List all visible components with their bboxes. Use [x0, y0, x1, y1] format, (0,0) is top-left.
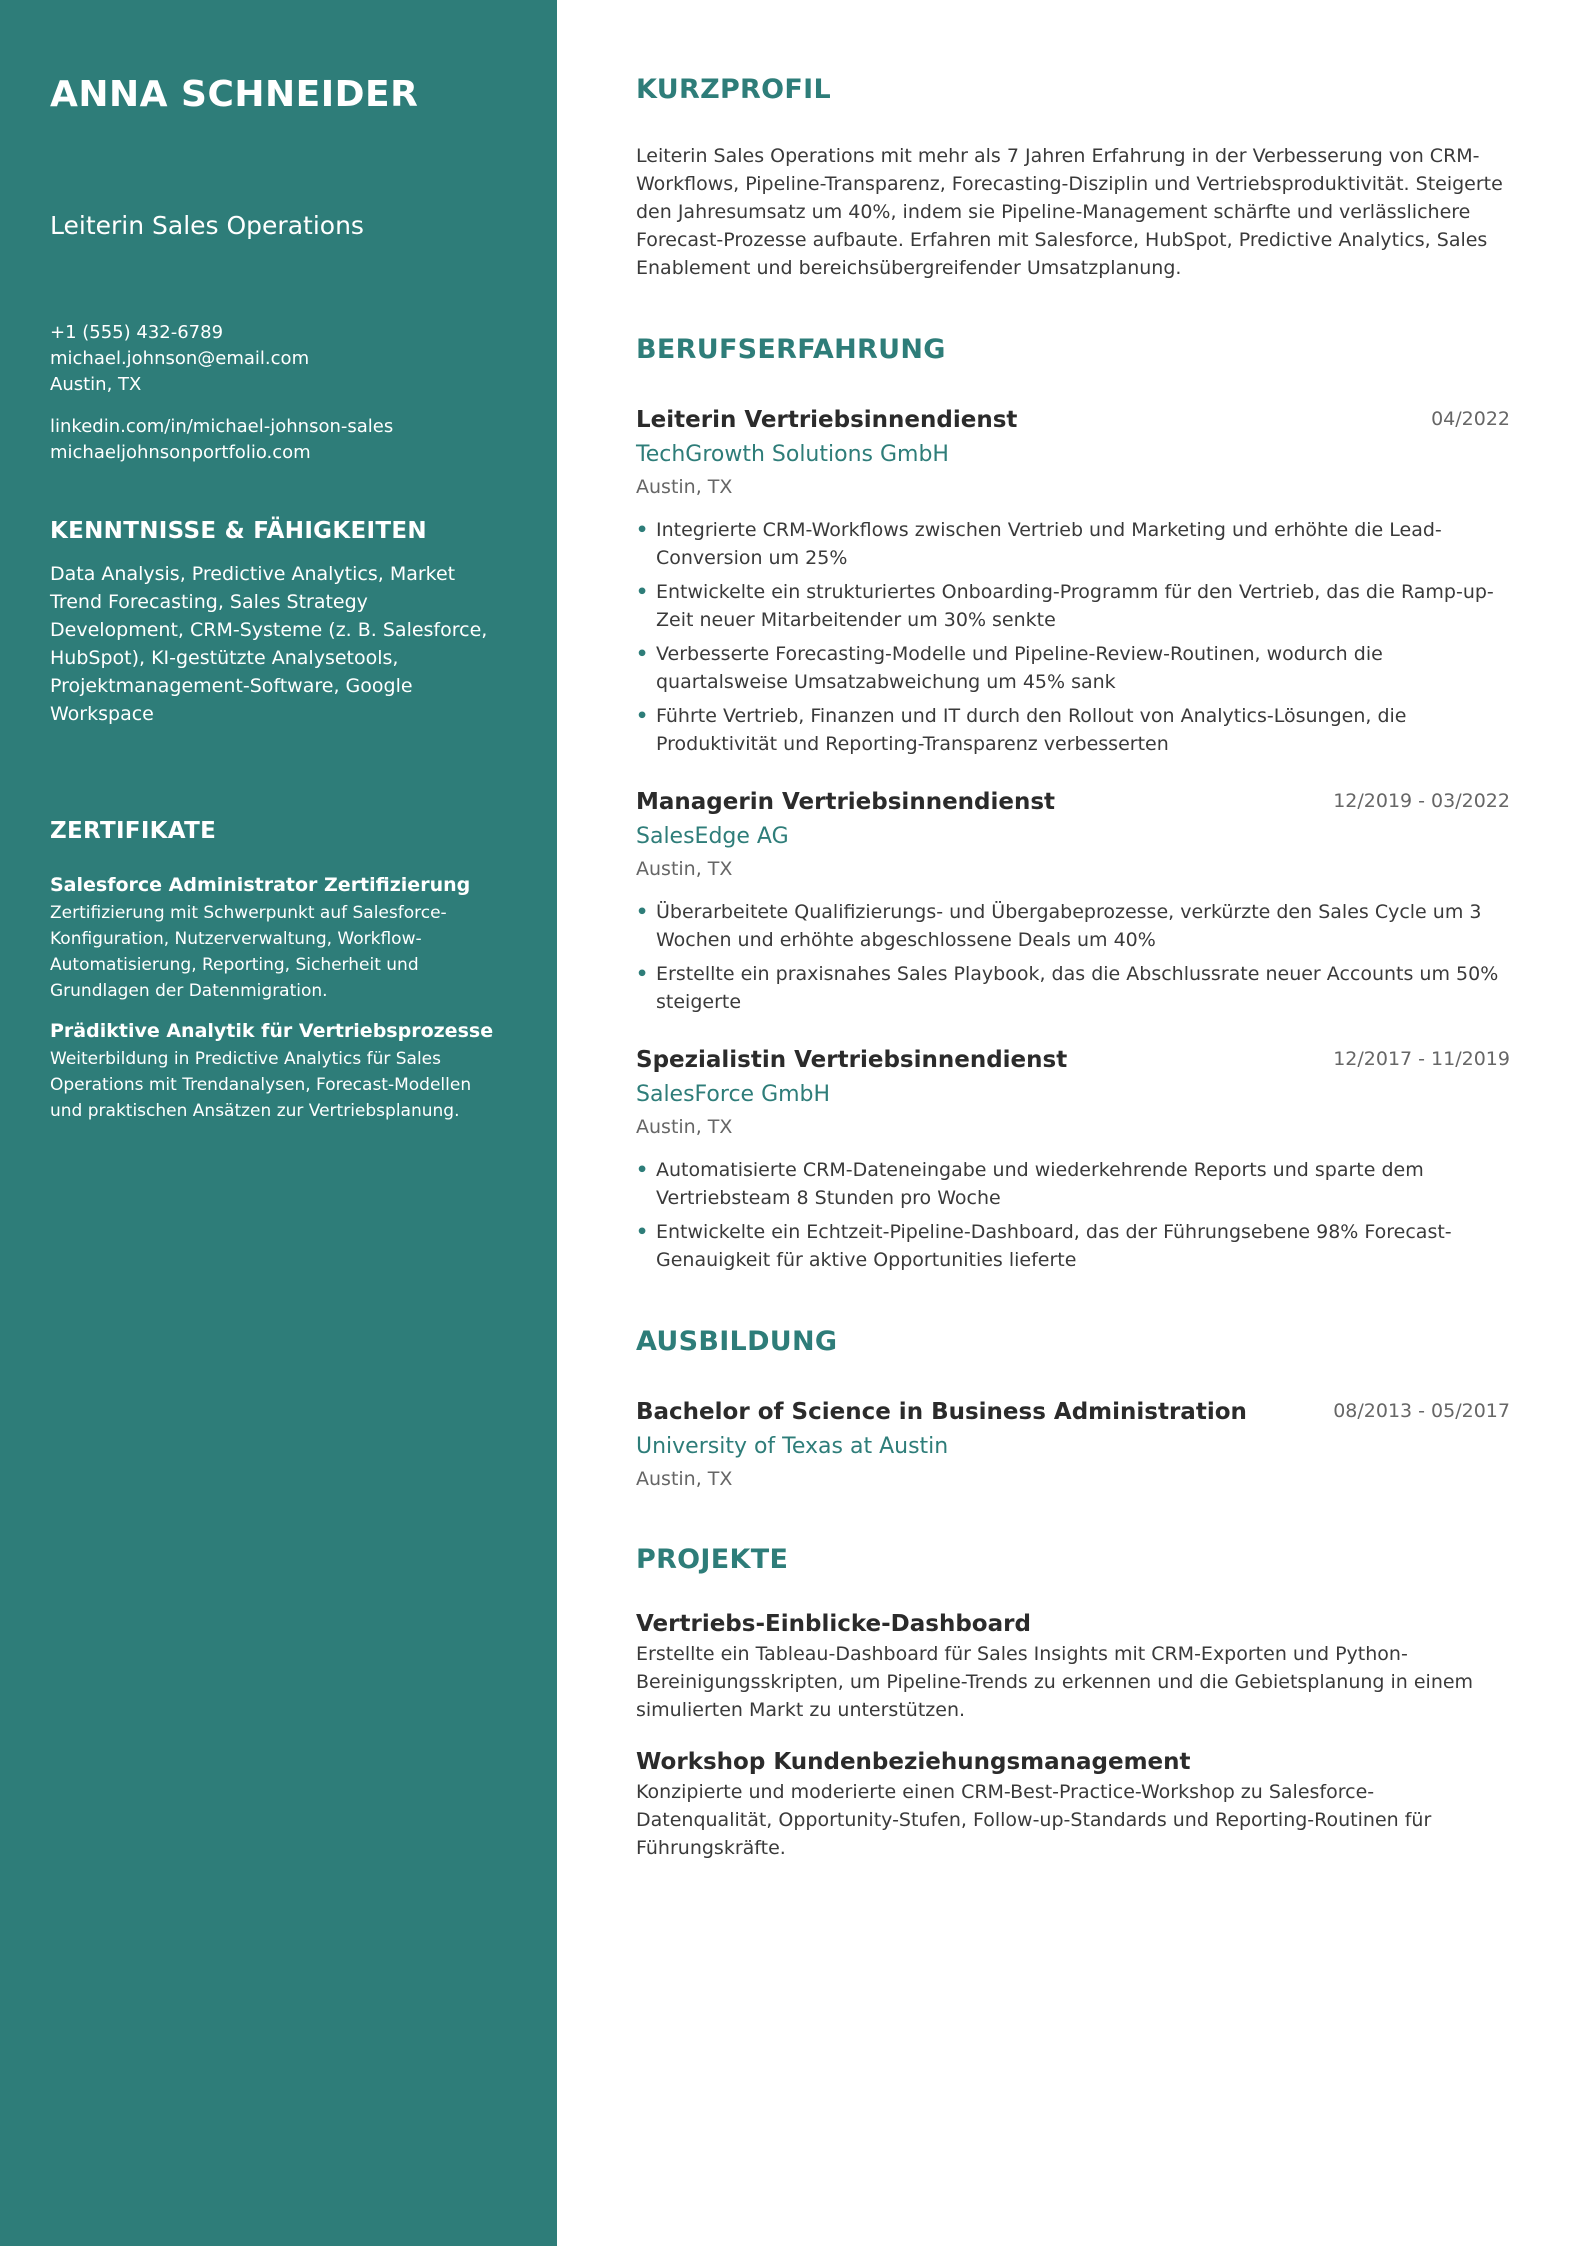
bullet-text: Integrierte CRM-Workflows zwischen Vertrieb und Marketing und erhöhte die Lead-Conversion um 25%: [656, 519, 1442, 569]
candidate-name: ANNA SCHNEIDER: [50, 74, 419, 115]
job-date: 12/2019 - 03/2022: [1333, 790, 1510, 812]
job-date: 12/2017 - 11/2019: [1333, 1048, 1510, 1070]
bullet-text: Verbesserte Forecasting-Modelle und Pipeline-Review-Routinen, wodurch die quartalsweise Umsatzabweichung um 45% sank: [656, 643, 1383, 693]
main-content: [557, 0, 1588, 2246]
job-entry: [636, 404, 1510, 758]
job-company: SalesEdge AG: [636, 824, 789, 849]
degree-title: Bachelor of Science in Business Administration: [636, 1399, 1247, 1425]
bullet-icon: •: [636, 705, 649, 727]
bullet-item: [636, 702, 1510, 758]
certificate-description: Zertifizierung mit Schwerpunkt auf Salesforce-Konfiguration, Nutzerverwaltung, Workflow-Automatisierung, Reporting, Sicherheit und Grundlagen der Datenmigration.: [50, 903, 447, 1001]
bullet-item: [636, 578, 1510, 634]
job-location: Austin, TX: [636, 1116, 733, 1138]
job-entry: [636, 1044, 1510, 1274]
bullet-icon: •: [636, 581, 649, 603]
job-company: SalesForce GmbH: [636, 1082, 831, 1107]
job-company: TechGrowth Solutions GmbH: [636, 442, 949, 467]
school-location: Austin, TX: [636, 1468, 733, 1490]
linkedin-link[interactable]: linkedin.com/in/michael-johnson-sales: [50, 416, 394, 437]
job-title: Spezialistin Vertriebsinnendienst: [636, 1047, 1068, 1073]
education-date: 08/2013 - 05/2017: [1333, 1400, 1510, 1422]
certificate-title: Salesforce Administrator Zertifizierung: [50, 874, 471, 896]
contact-location: Austin, TX: [50, 374, 142, 395]
bullet-text: Führte Vertrieb, Finanzen und IT durch den Rollout von Analytics-Lösungen, die Produktivität und Reporting-Transparenz verbesserten: [656, 705, 1407, 755]
portfolio-link[interactable]: michaeljohnsonportfolio.com: [50, 442, 311, 463]
bullet-icon: •: [636, 1159, 649, 1181]
skills-text: Data Analysis, Predictive Analytics, Market Trend Forecasting, Sales Strategy Development, CRM-Systeme (z. B. Salesforce, HubSpot), KI-gestützte Analysetools, Projektmanagement-Software, Google Workspace: [50, 563, 488, 725]
certificate-item: [50, 872, 507, 1004]
education-heading: AUSBILDUNG: [636, 1326, 838, 1357]
sidebar: [0, 0, 557, 2246]
summary-heading: KURZPROFIL: [636, 74, 831, 105]
job-title: Leiterin Vertriebsinnendienst: [636, 407, 1018, 433]
bullet-text: Überarbeitete Qualifizierungs- und Übergabeprozesse, verkürzte den Sales Cycle um 3 Wochen und erhöhte abgeschlossene Deals um 40%: [656, 901, 1482, 951]
education-entry: [636, 1396, 1510, 1492]
bullet-item: [636, 1218, 1510, 1274]
bullet-text: Erstellte ein praxisnahes Sales Playbook, das die Abschlussrate neuer Accounts um 50% steigerte: [656, 963, 1499, 1013]
job-date: 04/2022: [1431, 408, 1510, 430]
bullet-icon: •: [636, 963, 649, 985]
bullet-text: Automatisierte CRM-Dateneingabe und wiederkehrende Reports und sparte dem Vertriebsteam 8 Stunden pro Woche: [656, 1159, 1424, 1209]
project-entry: [636, 1608, 1510, 1724]
job-title: Managerin Vertriebsinnendienst: [636, 789, 1056, 815]
job-bullets: [636, 1156, 1510, 1274]
certificates-heading: ZERTIFIKATE: [50, 818, 217, 844]
contact-email: michael.johnson@email.com: [50, 348, 310, 369]
job-entry: [636, 786, 1510, 1016]
certificate-item: [50, 1018, 507, 1124]
project-title: Workshop Kundenbeziehungsmanagement: [636, 1749, 1191, 1775]
job-location: Austin, TX: [636, 476, 733, 498]
projects-heading: PROJEKTE: [636, 1544, 789, 1575]
candidate-role: Leiterin Sales Operations: [50, 211, 364, 240]
contact-block: [50, 320, 507, 398]
bullet-item: [636, 1156, 1510, 1212]
links-block: [50, 414, 507, 466]
job-bullets: [636, 898, 1510, 1016]
contact-phone: +1 (555) 432-6789: [50, 322, 224, 343]
certificate-description: Weiterbildung in Predictive Analytics für Sales Operations mit Trendanalysen, Forecast-Modellen und praktischen Ansätzen zur Vertriebsplanung.: [50, 1049, 472, 1121]
bullet-icon: •: [636, 901, 649, 923]
bullet-item: [636, 516, 1510, 572]
job-location: Austin, TX: [636, 858, 733, 880]
job-bullets: [636, 516, 1510, 758]
bullet-icon: •: [636, 519, 649, 541]
bullet-text: Entwickelte ein strukturiertes Onboarding-Programm für den Vertrieb, das die Ramp-up-Zeit neuer Mitarbeitender um 30% senkte: [656, 581, 1494, 631]
bullet-item: [636, 960, 1510, 1016]
bullet-icon: •: [636, 643, 649, 665]
project-description: Erstellte ein Tableau-Dashboard für Sales Insights mit CRM-Exporten und Python-Bereinigungsskripten, um Pipeline-Trends zu erkennen und die Gebietsplanung in einem simulierten Markt zu unterstützen.: [636, 1643, 1474, 1721]
bullet-item: [636, 898, 1510, 954]
summary-text: Leiterin Sales Operations mit mehr als 7 Jahren Erfahrung in der Verbesserung von CRM-Workflows, Pipeline-Transparenz, Forecasting-Disziplin und Vertriebsproduktivität. Steigerte den Jahresumsatz um 40%, indem sie Pipeline-Management schärfte und verlässlichere Forecast-Prozesse aufbaute. Erfahren mit Salesforce, HubSpot, Predictive Analytics, Sales Enablement und bereichsübergreifender Umsatzplanung.: [636, 145, 1503, 279]
project-entry: [636, 1746, 1510, 1862]
bullet-item: [636, 640, 1510, 696]
skills-heading: KENNTNISSE & FÄHIGKEITEN: [50, 518, 427, 544]
school-name: University of Texas at Austin: [636, 1434, 949, 1459]
certificate-title: Prädiktive Analytik für Vertriebsprozesse: [50, 1020, 494, 1042]
bullet-icon: •: [636, 1221, 649, 1243]
project-title: Vertriebs-Einblicke-Dashboard: [636, 1611, 1031, 1637]
experience-heading: BERUFSERFAHRUNG: [636, 334, 946, 365]
project-description: Konzipierte und moderierte einen CRM-Best-Practice-Workshop zu Salesforce-Datenqualität, Opportunity-Stufen, Follow-up-Standards und Reporting-Routinen für Führungskräfte.: [636, 1781, 1432, 1859]
bullet-text: Entwickelte ein Echtzeit-Pipeline-Dashboard, das der Führungsebene 98% Forecast-Genauigkeit für aktive Opportunities lieferte: [656, 1221, 1452, 1271]
